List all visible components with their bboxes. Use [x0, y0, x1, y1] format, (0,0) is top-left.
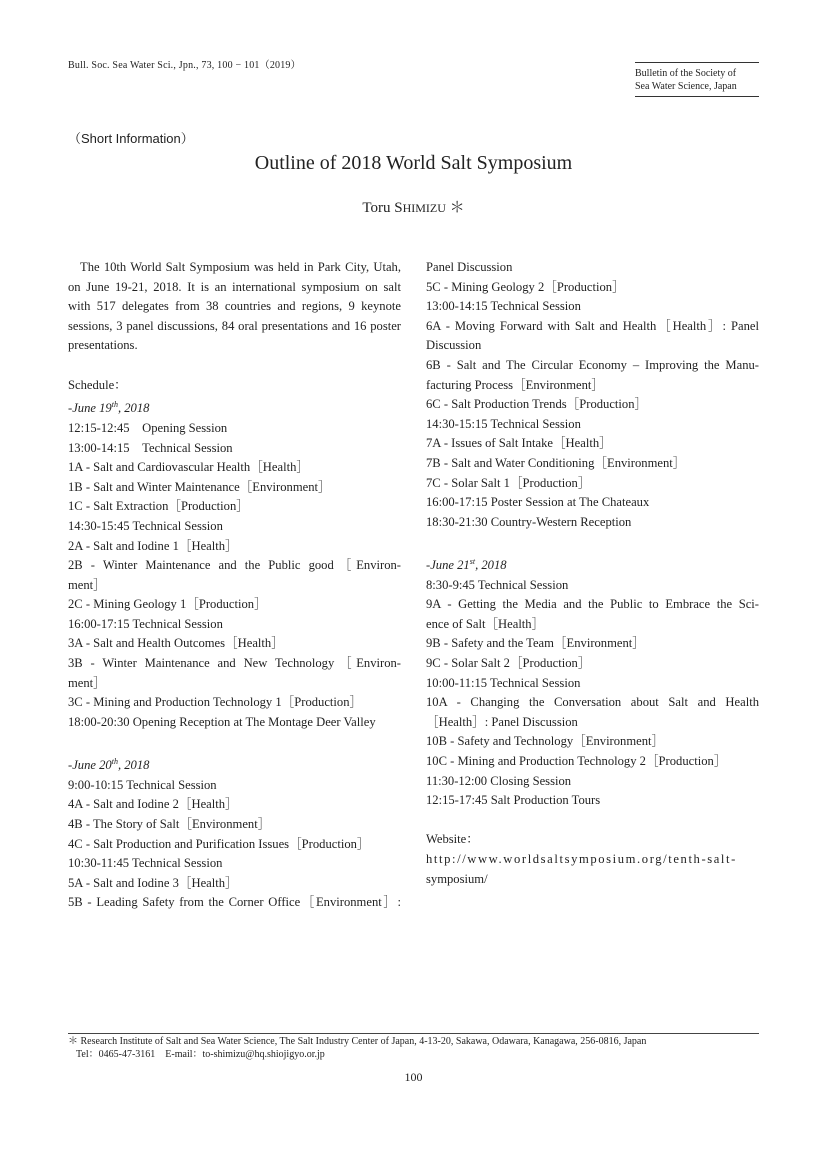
right-column: [426, 258, 759, 889]
article-title: Outline of 2018 World Salt Symposium: [254, 152, 573, 174]
schedule-item: Discussion: [426, 338, 482, 353]
schedule-item: 2B - Winter Maintenance and the Public good［Environ-: [68, 558, 401, 573]
day2-date: -June 20th, 2018: [68, 757, 150, 773]
author-family-name: SHIMIZU: [394, 200, 446, 216]
schedule-item: 5C - Mining Geology 2［Production］: [426, 279, 625, 294]
schedule-item: 7B - Salt and Water Conditioning［Environment］: [426, 455, 686, 470]
schedule-item: 14:30-15:15 Technical Session: [426, 416, 581, 431]
schedule-item: 10:30-11:45 Technical Session: [68, 856, 223, 871]
schedule-item: 7C - Solar Salt 1［Production］: [426, 475, 591, 490]
schedule-item: 6A - Moving Forward with Salt and Health［Health］: Panel: [426, 318, 759, 333]
schedule-item: 6B - Salt and The Circular Economy – Improving the Manu-: [426, 357, 759, 372]
author: [0, 196, 827, 217]
website-url-line1[interactable]: http://www.worldsaltsymposium.org/tenth-salt-: [426, 852, 737, 866]
journal-name-line2: Sea Water Science, Japan: [635, 81, 737, 92]
schedule-item: 5B - Leading Safety from the Corner Office［Environment］:: [68, 895, 401, 910]
schedule-item: 10C - Mining and Production Technology 2［Production］: [426, 754, 727, 769]
schedule-item: 8:30-9:45 Technical Session: [426, 577, 569, 592]
day3-schedule: [426, 576, 759, 811]
schedule-item: 3B - Winter Maintenance and New Technology［Environ-: [68, 656, 401, 671]
footnote-contact: Tel：0465-47-3161 E-mail：to-shimizu@hq.shiojigyo.or.jp: [76, 1048, 325, 1060]
schedule-item: 4C - Salt Production and Purification Issues［Production］: [68, 836, 370, 851]
article-category: （Short Information）: [68, 131, 194, 146]
day2-schedule-part1: [68, 776, 401, 913]
schedule-item: 9:00-10:15 Technical Session: [68, 777, 217, 792]
schedule-item: 12:15-17:45 Salt Production Tours: [426, 793, 601, 808]
website-url-line2[interactable]: symposium/: [426, 871, 488, 886]
day1-date: -June 19th, 2018: [68, 400, 150, 416]
left-column: [68, 258, 401, 913]
schedule-item: ment］: [68, 577, 106, 592]
schedule-item: 10:00-11:15 Technical Session: [426, 675, 581, 690]
schedule-item: 4B - The Story of Salt［Environment］: [68, 817, 271, 831]
schedule-item: 9C - Solar Salt 2［Production］: [426, 656, 591, 671]
schedule-item: 13:00-14:15 Technical Session: [426, 299, 581, 314]
schedule-item: 7A - Issues of Salt Intake［Health］: [426, 436, 612, 451]
schedule-item: 4A - Salt and Iodine 2［Health］: [68, 797, 238, 812]
schedule-item: ence of Salt［Health］: [426, 616, 545, 631]
schedule-item: 1C - Salt Extraction［Production］: [68, 499, 249, 514]
day1-schedule: [68, 419, 401, 733]
schedule-item: 2A - Salt and Iodine 1［Health］: [68, 538, 238, 553]
schedule-item: 2C - Mining Geology 1［Production］: [68, 597, 267, 612]
schedule-item: 3A - Salt and Health Outcomes［Health］: [68, 636, 284, 651]
schedule-item: 10A - Changing the Conversation about Salt and Health: [426, 695, 759, 710]
schedule-item: 9A - Getting the Media and the Public to Embrace the Sci-: [426, 597, 759, 612]
schedule-item: 16:00-17:15 Technical Session: [68, 616, 223, 631]
schedule-item: ［Health］: Panel Discussion: [426, 714, 578, 729]
intro-paragraph: The 10th World Salt Symposium was held in Park City, Utah, on June 19-21, 2018. It is an international symposium on salt with 517 delegates from 38 countries and regions, 9 keynote sessions, 3 panel discussions, 84 oral presentations and 16 poster presentations.: [68, 260, 401, 353]
footnote-divider: [68, 1033, 759, 1034]
journal-citation: Bull. Soc. Sea Water Sci., Jpn., 73, 100 − 101（2019）: [68, 60, 301, 71]
author-given-name: Toru: [362, 200, 391, 216]
schedule-item: ment］: [68, 675, 106, 690]
schedule-item: 12:15-12:45 Opening Session: [68, 420, 228, 435]
schedule-item: 1B - Salt and Winter Maintenance［Environment］: [68, 479, 331, 494]
schedule-item: 18:00-20:30 Opening Reception at The Montage Deer Valley: [68, 714, 376, 729]
schedule-item: 18:30-21:30 Country-Western Reception: [426, 514, 632, 529]
journal-name-box: [635, 62, 759, 97]
schedule-item: 13:00-14:15 Technical Session: [68, 440, 233, 455]
schedule-item: 9B - Safety and the Team［Environment］: [426, 636, 645, 651]
schedule-item: 16:00-17:15 Poster Session at The Chateaux: [426, 495, 650, 510]
day2-schedule-part2: [426, 258, 759, 532]
footnote: [68, 1036, 646, 1061]
schedule-item: 3C - Mining and Production Technology 1［Production］: [68, 695, 363, 710]
journal-name-line1: Bulletin of the Society of: [635, 68, 737, 79]
page-number: 100: [404, 1070, 423, 1084]
schedule-item: 14:30-15:45 Technical Session: [68, 518, 223, 533]
footnote-affiliation: ＊ Research Institute of Salt and Sea Water Science, The Salt Industry Center of Japan, 4-13-20, Sakawa, Odawara, Kanagawa, 256-0816, Japan: [68, 1036, 647, 1047]
schedule-item: 11:30-12:00 Closing Session: [426, 773, 572, 788]
day3-date: -June 21st, 2018: [426, 556, 507, 573]
schedule-item: 10B - Safety and Technology［Environment］: [426, 734, 665, 749]
author-footnote-mark: ＊: [449, 200, 465, 216]
schedule-item: 6C - Salt Production Trends［Production］: [426, 397, 648, 412]
schedule-item: 1A - Salt and Cardiovascular Health［Health］: [68, 460, 309, 475]
schedule-item: 5A - Salt and Iodine 3［Health］: [68, 875, 238, 890]
schedule-item: Panel Discussion: [426, 260, 513, 274]
website-label: Website：: [426, 832, 479, 847]
schedule-item: facturing Process［Environment］: [426, 377, 605, 392]
schedule-label: Schedule：: [68, 377, 127, 392]
